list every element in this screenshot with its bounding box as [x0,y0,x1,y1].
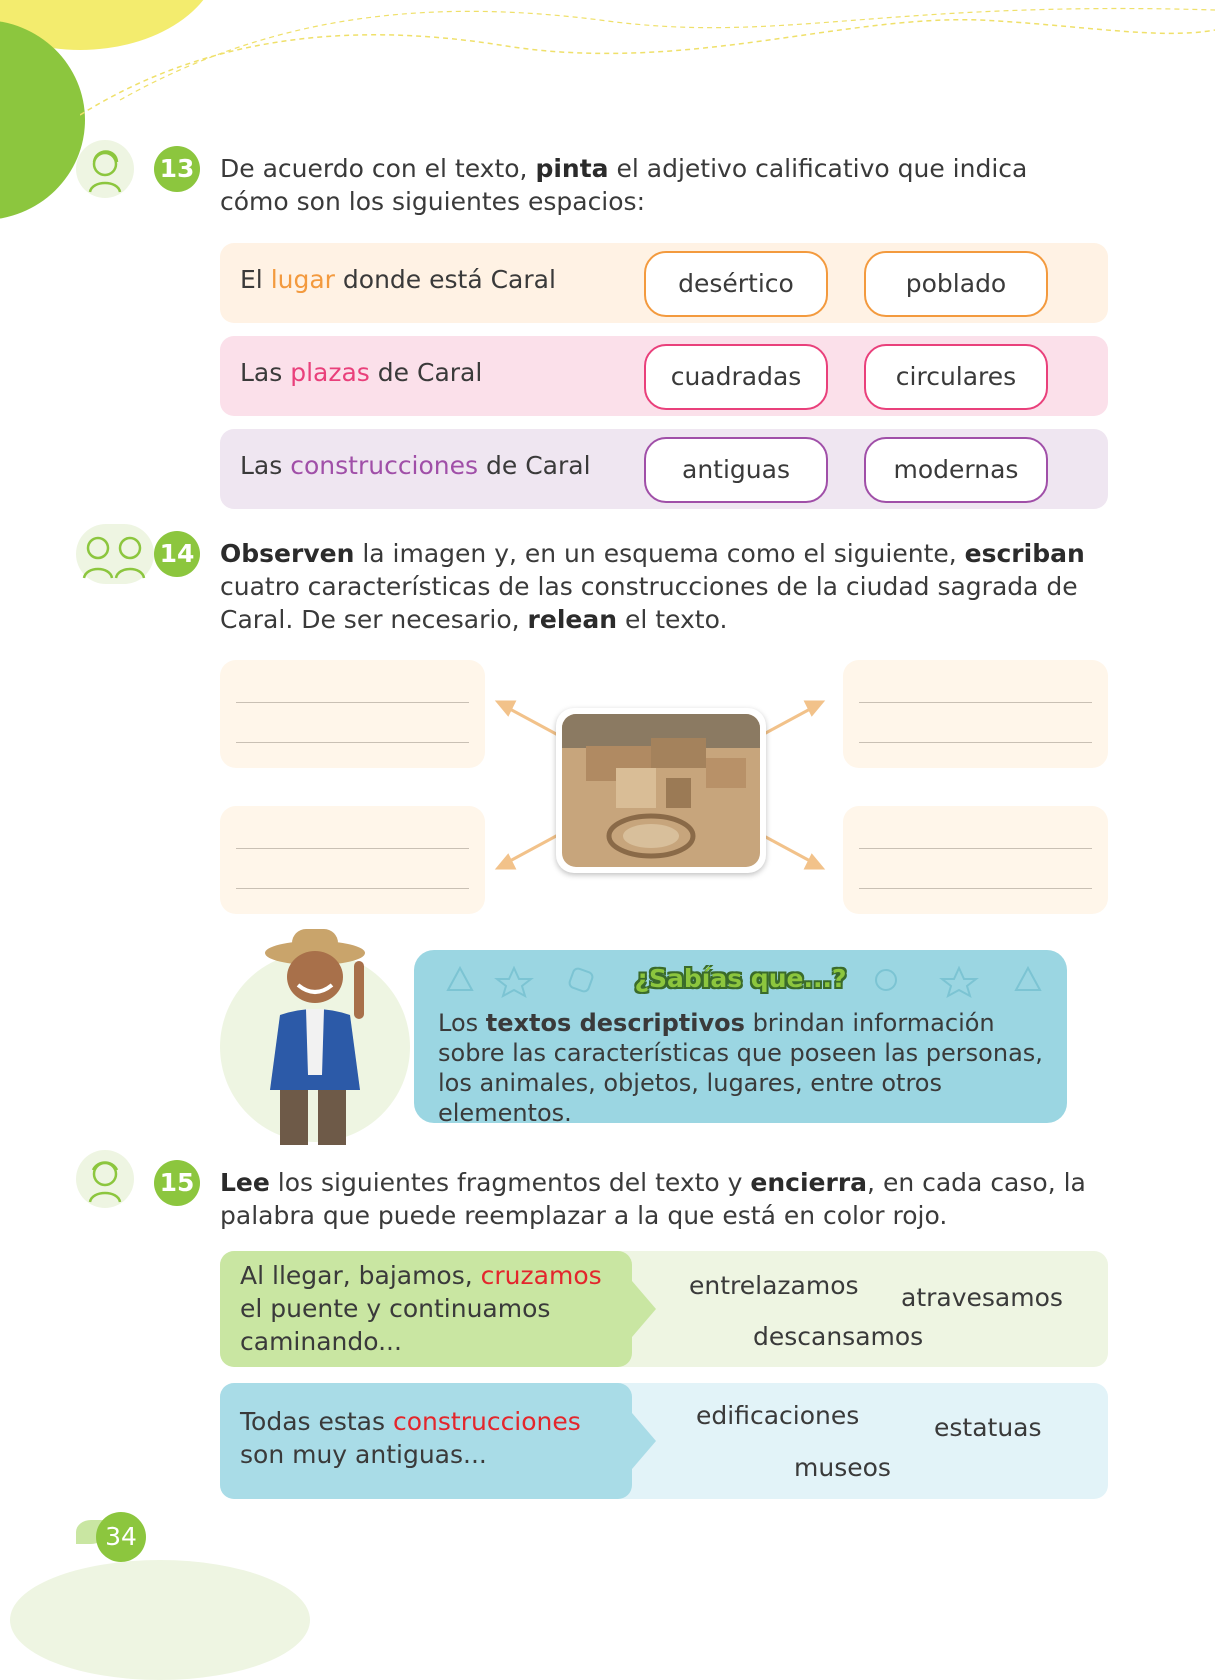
row-label: Las plazas de Caral [240,358,483,387]
option-atravesamos[interactable]: atravesamos [901,1283,1063,1312]
fragment-1 [220,1251,1108,1367]
answer-box-top-left[interactable] [220,660,485,768]
boy-with-hat-illustration [240,925,410,1150]
sabias-que-box [414,950,1067,1127]
option-edificaciones[interactable]: edificaciones [696,1401,860,1430]
question-number-15: 15 [154,1160,200,1206]
pair-avatar-icon [76,524,154,584]
answer-box-bottom-right[interactable] [843,806,1108,914]
question-number-13: 13 [154,146,200,192]
option-descansamos[interactable]: descansamos [753,1322,924,1351]
adjective-row-plazas [220,336,1108,416]
question-15-text: Lee los siguientes fragmentos del texto y encierra, en cada caso, la palabra que puede reemplazar a la que está en color rojo. [220,1168,1086,1230]
caral-ruins-photo [556,708,766,873]
option-estatuas[interactable]: estatuas [934,1413,1042,1442]
fragment-arrow [632,1413,656,1469]
option-circulares[interactable]: circulares [864,344,1048,410]
fragment-arrow [632,1281,656,1337]
page-number: 34 [96,1512,146,1562]
row-label: Las construcciones de Caral [240,451,591,480]
option-cuadradas[interactable]: cuadradas [644,344,828,410]
sabias-que-title: ¿Sabías que...? [634,964,847,993]
option-antiguas[interactable]: antiguas [644,437,828,503]
green-bottom-decoration [10,1560,310,1680]
option-museos[interactable]: museos [794,1453,891,1482]
row-label: El lugar donde está Caral [240,265,556,294]
option-entrelazamos[interactable]: entrelazamos [689,1271,859,1300]
student-avatar-icon [76,140,134,198]
fragment-1-text: Al llegar, bajamos, cruzamos el puente y continuamos caminando... [240,1261,602,1356]
adjective-row-lugar [220,243,1108,323]
question-13-text: De acuerdo con el texto, pinta el adjetivo calificativo que indica cómo son los siguientes espacios: [220,154,1028,216]
student-avatar-icon [76,1150,134,1208]
option-poblado[interactable]: poblado [864,251,1048,317]
adjective-row-construcciones [220,429,1108,509]
answer-box-bottom-left[interactable] [220,806,485,914]
option-desertico[interactable]: desértico [644,251,828,317]
sabias-que-text: Los textos descriptivos brindan información sobre las características que poseen las personas, los animales, objetos, lugares, entre otros elementos. [438,1009,1043,1127]
dashed-wave-decoration [80,0,1215,120]
fragment-2-text: Todas estas construcciones son muy antiguas... [240,1407,581,1469]
option-modernas[interactable]: modernas [864,437,1048,503]
fragment-2 [220,1383,1108,1499]
question-14-text: Observen la imagen y, en un esquema como el siguiente, escriban cuatro características de las construcciones de la ciudad sagrada de Caral. De ser necesario, relean el texto. [220,539,1085,634]
question-number-14: 14 [154,531,200,577]
answer-box-top-right[interactable] [843,660,1108,768]
green-blob-decoration [0,20,85,220]
